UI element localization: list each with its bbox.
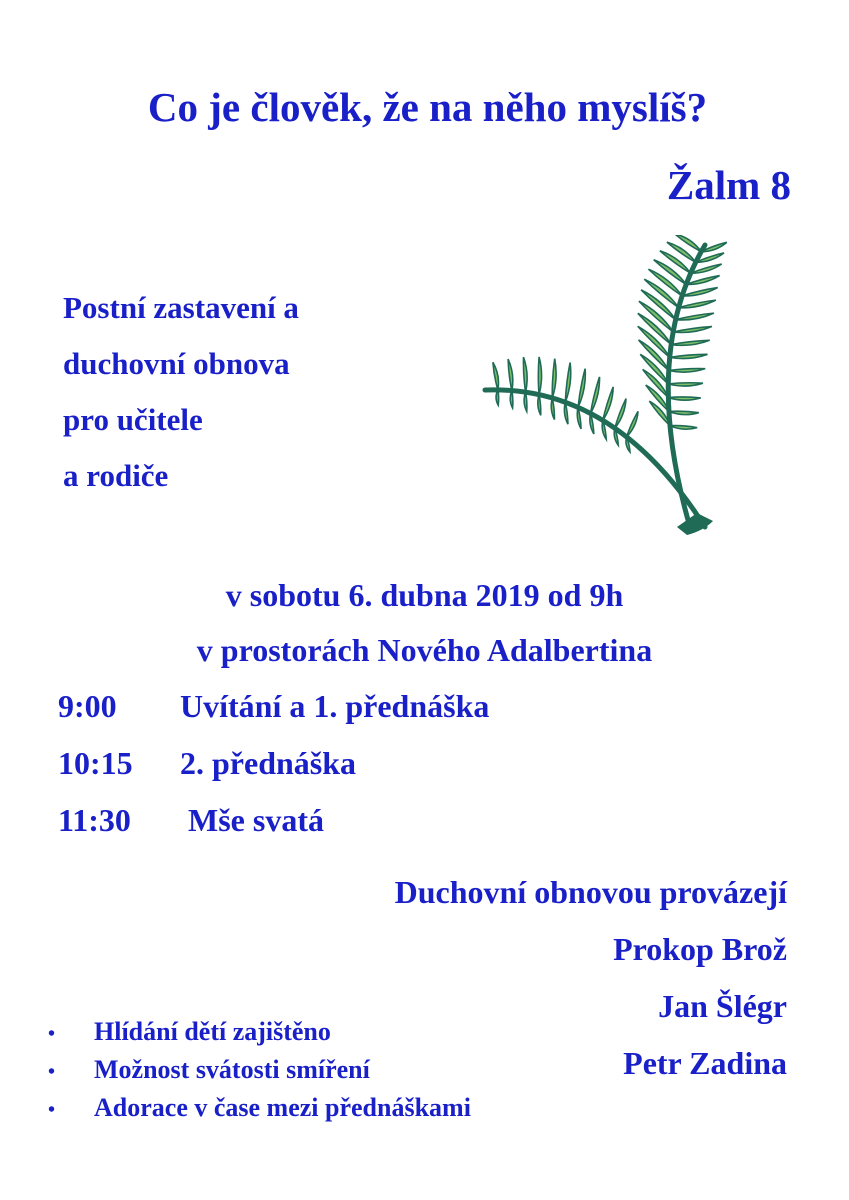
intro-line: pro učitele xyxy=(63,402,203,437)
page-title: Co je člověk, že na něho myslíš? xyxy=(147,84,708,130)
schedule-label: 2. přednáška xyxy=(180,745,357,781)
schedule-row xyxy=(58,800,489,857)
schedule-time: 9:00 xyxy=(58,688,117,724)
note-text: Možnost svátosti smíření xyxy=(94,1055,370,1084)
schedule-time: 10:15 xyxy=(58,745,133,781)
list-item xyxy=(48,1092,471,1130)
note-text: Hlídání dětí zajištěno xyxy=(94,1017,331,1046)
bullet: • xyxy=(48,1023,56,1045)
guide-name: Petr Zadina xyxy=(623,1045,787,1081)
guides-heading: Duchovní obnovou provázejí xyxy=(394,874,787,910)
event-date: v sobotu 6. dubna 2019 od 9h xyxy=(225,577,624,613)
schedule-row xyxy=(58,686,489,743)
list-item xyxy=(48,1054,471,1092)
list-item xyxy=(48,1016,471,1054)
palm-leaf-icon xyxy=(465,235,755,540)
intro-line: duchovní obnova xyxy=(63,346,290,381)
bullet: • xyxy=(48,1099,56,1121)
guide-name: Prokop Brož xyxy=(613,931,787,967)
event-place: v prostorách Nového Adalbertina xyxy=(196,632,653,668)
psalm-reference: Žalm 8 xyxy=(666,162,791,208)
schedule-time: 11:30 xyxy=(58,802,131,838)
intro-line: a rodiče xyxy=(63,458,169,493)
intro-text xyxy=(63,280,299,504)
notes-list xyxy=(48,1016,471,1130)
schedule-label: Mše svatá xyxy=(180,802,324,838)
schedule-label: Uvítání a 1. přednáška xyxy=(180,688,490,724)
bullet: • xyxy=(48,1061,56,1083)
guide-name: Jan Šlégr xyxy=(658,988,787,1024)
note-text: Adorace v čase mezi přednáškami xyxy=(94,1093,471,1122)
schedule-row xyxy=(58,743,489,800)
intro-line: Postní zastavení a xyxy=(63,290,299,325)
schedule xyxy=(58,686,489,857)
